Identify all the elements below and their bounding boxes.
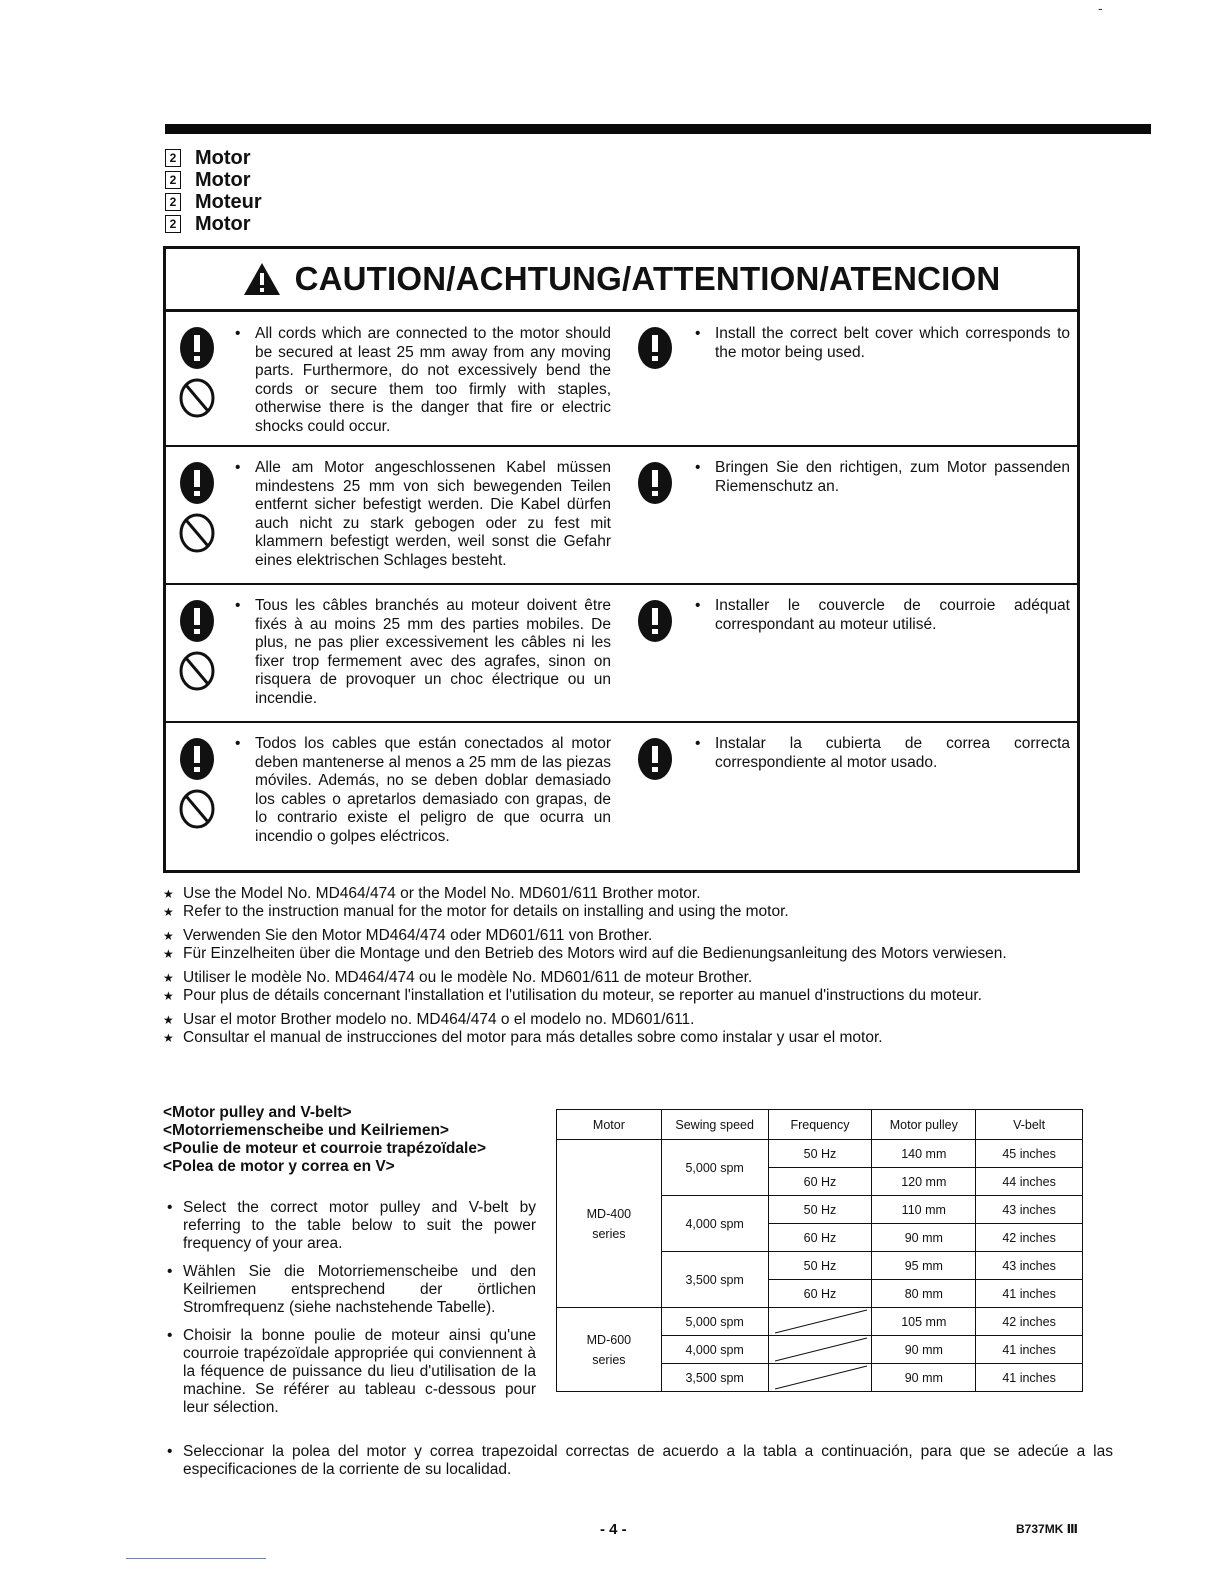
section-number: 2 bbox=[165, 171, 181, 189]
pulley-heading: <Poulie de moteur et courroie trapézoïdale> bbox=[163, 1140, 487, 1157]
section-number: 2 bbox=[165, 215, 181, 233]
pulley-cell: 105 mm bbox=[872, 1308, 976, 1336]
frequency-cell: 60 Hz bbox=[768, 1280, 872, 1308]
motor-notes bbox=[163, 885, 1093, 1053]
pulley-cell: 90 mm bbox=[872, 1364, 976, 1392]
mandatory-icon bbox=[637, 599, 673, 643]
bottom-rule bbox=[126, 1558, 266, 1559]
pulley-cell: 95 mm bbox=[872, 1252, 976, 1280]
note-group-de bbox=[163, 927, 1093, 963]
mandatory-icon bbox=[179, 461, 215, 505]
speed-cell: 5,000 spm bbox=[661, 1140, 768, 1196]
section-titles bbox=[165, 147, 262, 235]
section-title bbox=[165, 191, 262, 213]
note-item: ★ Pour plus de détails concernant l'installation et l'utilisation du moteur, se reporter au manuel d'instructions du moteur. bbox=[163, 987, 1093, 1005]
note-item: ★ Usar el motor Brother modelo no. MD464/474 o el modelo no. MD601/611. bbox=[163, 1011, 1093, 1029]
note-group-en bbox=[163, 885, 1093, 921]
pulley-heading: <Polea de motor y correa en V> bbox=[163, 1158, 395, 1175]
mandatory-icon bbox=[179, 737, 215, 781]
section-number: 2 bbox=[165, 149, 181, 167]
frequency-na-cell bbox=[768, 1336, 872, 1364]
prohibition-icon bbox=[179, 789, 215, 829]
note-group-es bbox=[163, 1011, 1093, 1047]
frequency-na-cell bbox=[768, 1308, 872, 1336]
vbelt-cell: 41 inches bbox=[976, 1336, 1083, 1364]
pulley-headings bbox=[163, 1104, 486, 1176]
caution-text-left: • Todos los cables que están conectados al motor deben mantenerse al menos a 25 mm de las piezas móviles. Además, no se deben doblar demasiado los cables o apretarlos demasiado con grapas, de lo contrario existe el peligro de que ocurra un incendio o golpes eléctricos. bbox=[255, 735, 611, 846]
pulley-cell: 90 mm bbox=[872, 1336, 976, 1364]
pulley-cell: 140 mm bbox=[872, 1140, 976, 1168]
vbelt-cell: 42 inches bbox=[976, 1308, 1083, 1336]
vbelt-cell: 45 inches bbox=[976, 1140, 1083, 1168]
mandatory-icon bbox=[179, 326, 215, 370]
note-group-fr bbox=[163, 969, 1093, 1005]
motor-series: series bbox=[592, 1352, 626, 1367]
section-title-text: Motor bbox=[195, 212, 251, 235]
note-item: ★ Utiliser le modèle No. MD464/474 ou le modèle No. MD601/611 de moteur Brother. bbox=[163, 969, 1093, 987]
diagonal-slash bbox=[769, 1336, 873, 1363]
section-title-text: Motor bbox=[195, 146, 251, 169]
mandatory-icon bbox=[179, 599, 215, 643]
motor-name: MD-400 bbox=[586, 1206, 632, 1221]
table-row bbox=[557, 1140, 1083, 1168]
warning-triangle-icon bbox=[243, 262, 281, 296]
vbelt-cell: 42 inches bbox=[976, 1224, 1083, 1252]
caution-header bbox=[166, 249, 1077, 312]
motor-cell bbox=[557, 1308, 662, 1392]
pulley-bullet: • Wählen Sie die Motorriemenscheibe und den Keilriemen entsprechend der örtlichen Stromfrequenz (siehe nachstehende Tabelle). bbox=[163, 1263, 536, 1317]
frequency-cell: 50 Hz bbox=[768, 1252, 872, 1280]
top-rule bbox=[165, 124, 1151, 134]
table-header-row bbox=[557, 1110, 1083, 1140]
frequency-cell: 60 Hz bbox=[768, 1168, 872, 1196]
vbelt-cell: 43 inches bbox=[976, 1252, 1083, 1280]
vbelt-cell: 41 inches bbox=[976, 1364, 1083, 1392]
speed-cell: 3,500 spm bbox=[661, 1364, 768, 1392]
motor-cell bbox=[557, 1140, 662, 1308]
document-code: B737MK Ⅲ bbox=[1016, 1522, 1079, 1536]
vbelt-cell: 43 inches bbox=[976, 1196, 1083, 1224]
pulley-bullet: • Choisir la bonne poulie de moteur ainsi qu'une courroie trapézoïdale appropriée qui conviennent à la féquence de puissance du lieu d'utilisation de la machine. Se référer au tableau c-dessous pour leur sélection. bbox=[163, 1327, 536, 1417]
section-number: 2 bbox=[165, 193, 181, 211]
caution-box bbox=[163, 246, 1080, 873]
frequency-cell: 50 Hz bbox=[768, 1196, 872, 1224]
note-item: ★ Use the Model No. MD464/474 or the Model No. MD601/611 Brother motor. bbox=[163, 885, 1093, 903]
table-header: Motor bbox=[557, 1110, 662, 1140]
note-item: ★ Verwenden Sie den Motor MD464/474 oder MD601/611 von Brother. bbox=[163, 927, 1093, 945]
page-number: - 4 - bbox=[600, 1521, 627, 1538]
speed-cell: 4,000 spm bbox=[661, 1336, 768, 1364]
section-title bbox=[165, 213, 262, 235]
caution-text-left: • All cords which are connected to the motor should be secured at least 25 mm away from any moving parts. Furthermore, do not excessively bend the cords or secure them too firmly with staples, otherwise there is the danger that fire or electric shocks could occur. bbox=[255, 325, 611, 436]
table-header: Motor pulley bbox=[872, 1110, 976, 1140]
motor-series: series bbox=[592, 1226, 626, 1241]
section-title bbox=[165, 169, 262, 191]
pulley-bullet: • Select the correct motor pulley and V-belt by referring to the table below to suit the power frequency of your area. bbox=[163, 1199, 536, 1253]
frequency-cell: 50 Hz bbox=[768, 1140, 872, 1168]
caution-text-right: • Install the correct belt cover which corresponds to the motor being used. bbox=[715, 325, 1070, 362]
caution-title: CAUTION/ACHTUNG/ATTENTION/ATENCION bbox=[294, 260, 1001, 297]
caution-text-right: • Installer le couvercle de courroie adéquat correspondant au moteur utilisé. bbox=[715, 597, 1070, 634]
section-title-text: Motor bbox=[195, 168, 251, 191]
table-header: Sewing speed bbox=[661, 1110, 768, 1140]
mandatory-icon bbox=[637, 461, 673, 505]
caution-text-right: • Bringen Sie den richtigen, zum Motor passenden Riemenschutz an. bbox=[715, 459, 1070, 496]
pulley-cell: 110 mm bbox=[872, 1196, 976, 1224]
pulley-cell: 90 mm bbox=[872, 1224, 976, 1252]
note-item: ★ Consultar el manual de instrucciones del motor para más detalles sobre como instalar y usar el motor. bbox=[163, 1029, 1093, 1047]
prohibition-icon bbox=[179, 651, 215, 691]
speed-cell: 4,000 spm bbox=[661, 1196, 768, 1252]
caution-row-fr bbox=[166, 585, 1077, 723]
corner-mark: - bbox=[1098, 0, 1103, 16]
speed-cell: 3,500 spm bbox=[661, 1252, 768, 1308]
caution-text-left: • Alle am Motor angeschlossenen Kabel müssen mindestens 25 mm von sich bewegenden Teilen entfernt sicher befestigt werden. Die Kabel dürfen auch nicht zu stark gebogen oder zu fest mit klammern befestigt werden, weil sonst die Gefahr eines elektrischen Schlages besteht. bbox=[255, 459, 611, 570]
table-header: Frequency bbox=[768, 1110, 872, 1140]
vbelt-cell: 41 inches bbox=[976, 1280, 1083, 1308]
note-item: ★ Für Einzelheiten über die Montage und den Betrieb des Motors wird auf die Bedienungsanleitung des Motors verwiesen. bbox=[163, 945, 1093, 963]
caution-row-es bbox=[166, 723, 1077, 873]
pulley-instructions bbox=[163, 1199, 536, 1427]
pulley-table bbox=[556, 1109, 1083, 1392]
frequency-cell: 60 Hz bbox=[768, 1224, 872, 1252]
prohibition-icon bbox=[179, 378, 215, 418]
frequency-na-cell bbox=[768, 1364, 872, 1392]
pulley-heading: <Motor pulley and V-belt> bbox=[163, 1104, 352, 1121]
diagonal-slash bbox=[769, 1364, 873, 1391]
prohibition-icon bbox=[179, 513, 215, 553]
mandatory-icon bbox=[637, 737, 673, 781]
pulley-heading: <Motorriemenscheibe und Keilriemen> bbox=[163, 1122, 449, 1139]
pulley-bullet-wide: • Seleccionar la polea del motor y correa trapezoidal correctas de acuerdo a la tabla a continuación, para que se adecúe a las especificaciones de la corriente de su localidad. bbox=[163, 1443, 1113, 1479]
vbelt-cell: 44 inches bbox=[976, 1168, 1083, 1196]
mandatory-icon bbox=[637, 326, 673, 370]
caution-text-left: • Tous les câbles branchés au moteur doivent être fixés à au moins 25 mm des parties mobiles. De plus, ne pas plier excessivement les câbles ni les fixer trop fermement avec des agrafes, sinon on risquera de provoquer un choc électrique ou un incendie. bbox=[255, 597, 611, 708]
table-header: V-belt bbox=[976, 1110, 1083, 1140]
pulley-cell: 120 mm bbox=[872, 1168, 976, 1196]
section-title-text: Moteur bbox=[195, 190, 262, 213]
pulley-cell: 80 mm bbox=[872, 1280, 976, 1308]
caution-row-en bbox=[166, 312, 1077, 447]
caution-row-de bbox=[166, 447, 1077, 585]
note-item: ★ Refer to the instruction manual for the motor for details on installing and using the motor. bbox=[163, 903, 1093, 921]
caution-text-right: • Instalar la cubierta de correa correcta correspondiente al motor usado. bbox=[715, 735, 1070, 772]
section-title bbox=[165, 147, 262, 169]
speed-cell: 5,000 spm bbox=[661, 1308, 768, 1336]
motor-name: MD-600 bbox=[586, 1332, 632, 1347]
table-row bbox=[557, 1308, 1083, 1336]
diagonal-slash bbox=[769, 1308, 873, 1335]
